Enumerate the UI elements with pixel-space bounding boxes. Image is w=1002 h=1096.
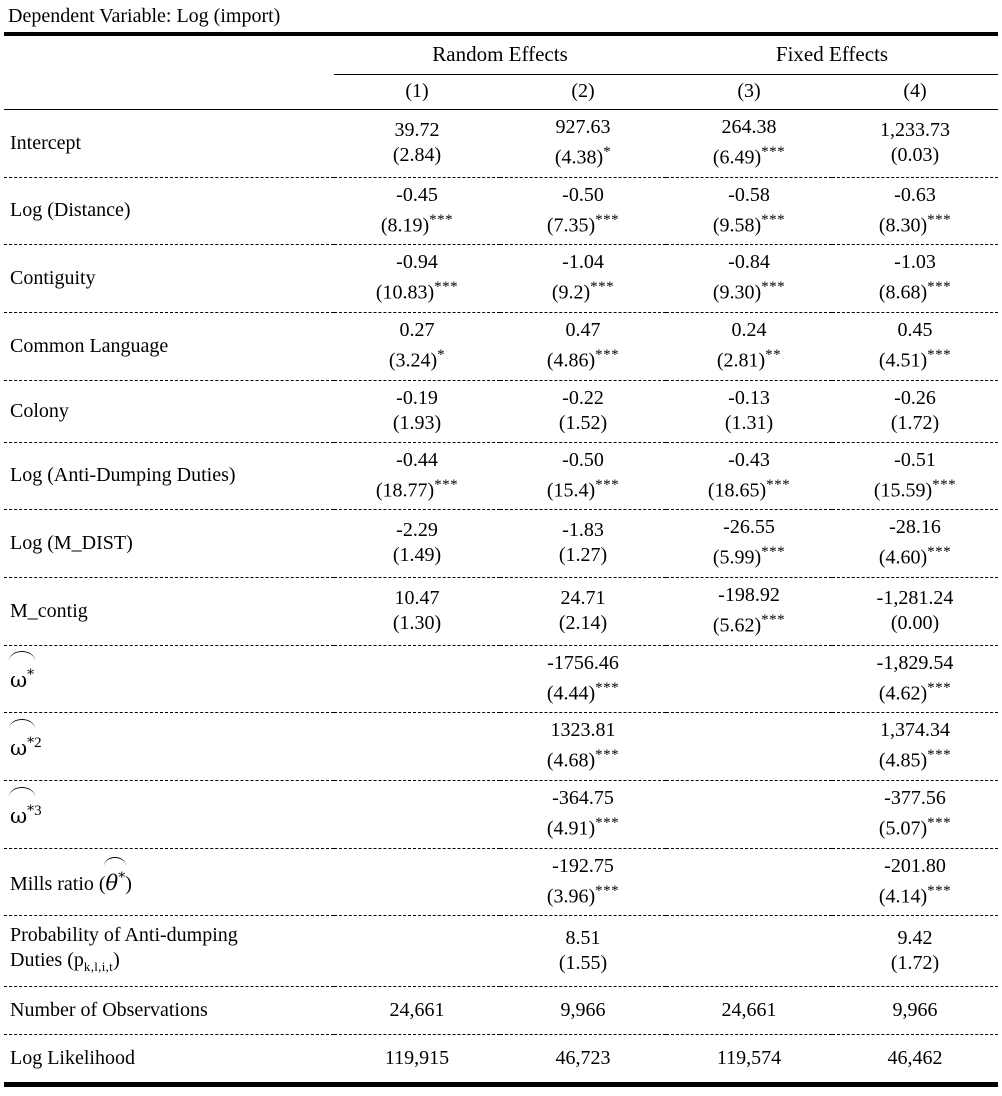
table-cell (334, 1035, 500, 1085)
table-cell (666, 313, 832, 380)
coefficient-value: 10.47 (394, 586, 440, 609)
coefficient-value: 24,661 (721, 999, 777, 1022)
coefficient-value: 0.45 (897, 318, 933, 341)
significance-stars: *** (927, 814, 952, 831)
coefficient-value: -0.58 (728, 183, 770, 206)
column-id-row (4, 75, 998, 110)
table-row (4, 178, 998, 245)
coefficient-value: 0.27 (399, 318, 435, 341)
table-cell (666, 510, 832, 577)
exponent: 3 (34, 802, 42, 819)
table-cell (334, 646, 500, 713)
table-cell (666, 443, 832, 510)
row-label: Log (Anti-Dumping Duties) (10, 464, 236, 487)
column-id-2: (2) (571, 80, 595, 102)
group-header-row (4, 36, 998, 75)
rule-bottom (4, 1085, 998, 1088)
table-cell (832, 245, 998, 312)
coefficient-value: -0.19 (396, 386, 438, 409)
t-statistic-value: (1.72) (890, 951, 940, 974)
table-row (4, 916, 998, 987)
row-label: Log (M_DIST) (10, 532, 133, 555)
significance-stars: *** (595, 211, 620, 228)
coefficient-value: -28.16 (889, 516, 941, 539)
table-cell (500, 646, 666, 713)
row-label-line-2: Duties $(p_{k,l,i,t})$ (10, 949, 120, 975)
t-statistic-value: (15.59)*** (873, 476, 957, 502)
coefficient-value: -0.43 (728, 448, 770, 471)
table-cell (666, 381, 832, 443)
coefficient-value: -1.83 (562, 519, 604, 542)
significance-stars: *** (927, 346, 952, 363)
table-cell (334, 510, 500, 577)
significance-stars: *** (595, 814, 620, 831)
table-row (4, 313, 998, 380)
coefficient-value: -1.03 (894, 251, 936, 274)
t-statistic-value: (4.86)*** (546, 346, 620, 372)
table-cell (334, 781, 500, 848)
table-cell (832, 443, 998, 510)
significance-stars: *** (927, 679, 952, 696)
theta-hat-star-symbol: θ* (106, 866, 126, 896)
coefficient-value: 119,574 (716, 1047, 782, 1070)
coefficient-value: -198.92 (718, 583, 780, 606)
t-statistic-value: (2.14) (558, 611, 608, 634)
table-cell (832, 916, 998, 987)
table-cell (666, 987, 832, 1035)
row-label: Number of Observations (10, 999, 208, 1022)
row-label (4, 646, 334, 713)
t-statistic-value: (18.77)*** (375, 476, 459, 502)
t-statistic-value: (5.62)*** (712, 611, 786, 637)
table-cell (832, 849, 998, 916)
exponent: 2 (34, 735, 42, 752)
coefficient-value: -1756.46 (547, 651, 619, 674)
significance-stars: *** (761, 544, 786, 561)
significance-stars: *** (927, 747, 952, 764)
row-label: Log (Distance) (10, 199, 131, 222)
table-cell (666, 849, 832, 916)
table-cell (334, 313, 500, 380)
regression-results-table (4, 32, 998, 1087)
coefficient-value: 0.24 (731, 318, 767, 341)
table-cell (500, 781, 666, 848)
table-cell (334, 110, 500, 177)
table-cell (500, 443, 666, 510)
table-cell (500, 381, 666, 443)
coefficient-value: -1.04 (562, 251, 604, 274)
coefficient-value: 9,966 (560, 999, 606, 1022)
table-cell (500, 713, 666, 780)
t-statistic-value: (4.44)*** (546, 679, 620, 705)
column-id-1: (1) (405, 80, 429, 102)
table-cell (666, 646, 832, 713)
significance-stars: * (437, 346, 446, 363)
table-cell (832, 178, 998, 245)
column-id-3: (3) (737, 80, 761, 102)
row-label: Mills ratio ( θ*) (4, 849, 334, 916)
t-statistic-value: (4.62)*** (878, 679, 952, 705)
table-cell (500, 1035, 666, 1085)
coefficient-value: -0.44 (396, 448, 438, 471)
significance-stars: *** (595, 882, 620, 899)
significance-stars: *** (595, 476, 620, 493)
coefficient-value: 1,374.34 (880, 719, 950, 742)
coefficient-value: 927.63 (555, 116, 611, 138)
row-label (4, 916, 334, 987)
significance-stars: *** (761, 611, 786, 628)
t-statistic-value: (10.83)*** (375, 279, 459, 304)
table-cell (666, 916, 832, 987)
t-statistic-value: (1.49) (392, 544, 442, 567)
row-label: Colony (10, 399, 69, 422)
omega-hat-star-symbol: ω* (10, 800, 34, 827)
coefficient-value: -0.51 (894, 448, 936, 471)
significance-stars: * (603, 144, 612, 160)
table-cell (832, 646, 998, 713)
row-label: M_contig (10, 599, 88, 622)
coefficient-value: -0.22 (562, 386, 604, 409)
t-statistic-value: (8.19)*** (380, 211, 454, 237)
coefficient-value: -364.75 (552, 786, 614, 809)
row-label: Common Language (10, 334, 169, 357)
table-cell (334, 245, 500, 312)
t-statistic-value: (2.81)** (716, 346, 782, 372)
coefficient-value: 24,661 (389, 999, 445, 1022)
t-statistic-value: (1.31) (724, 411, 774, 434)
coefficient-value: -377.56 (884, 786, 946, 809)
table-cell (666, 578, 832, 645)
significance-stars: *** (595, 747, 620, 764)
table-cell (832, 578, 998, 645)
coefficient-value: 1323.81 (550, 719, 616, 742)
significance-stars: *** (927, 882, 952, 899)
table-row (4, 578, 998, 645)
table-cell (832, 781, 998, 848)
table-cell (666, 245, 832, 312)
column-id-spacer (4, 75, 334, 110)
t-statistic-value: (4.68)*** (546, 747, 620, 772)
table-row (4, 110, 998, 177)
significance-stars: *** (761, 144, 786, 160)
row-label-line-1: Probability of Anti-dumping (10, 924, 238, 947)
subscript: k,l,i,t (83, 959, 114, 975)
coefficient-value: -1,829.54 (876, 651, 954, 674)
group-header-spacer (4, 36, 334, 75)
significance-stars: *** (434, 279, 459, 296)
table-cell (334, 987, 500, 1035)
significance-stars: *** (927, 544, 952, 561)
t-statistic-value: (1.72) (890, 411, 940, 434)
table-cell (832, 713, 998, 780)
row-label (4, 781, 334, 848)
table-cell (666, 713, 832, 780)
hat-accent-icon (9, 787, 35, 797)
omega-hat-star-symbol: ω* (10, 664, 34, 691)
table-cell (500, 313, 666, 380)
group-header-random-effects: Random Effects (334, 36, 666, 75)
table-row (4, 1035, 998, 1085)
row-label: Intercept (10, 131, 82, 154)
t-statistic-value: (0.03) (890, 143, 940, 166)
significance-stars: *** (761, 279, 786, 296)
coefficient-value: 24.71 (560, 586, 606, 609)
t-statistic-value: (5.07)*** (878, 814, 952, 840)
coefficient-value: 119,915 (384, 1047, 450, 1070)
table-cell (832, 987, 998, 1035)
coefficient-value: -0.45 (396, 183, 438, 206)
coefficient-value: 46,462 (887, 1047, 943, 1070)
t-statistic-value: (3.96)*** (546, 882, 620, 908)
hat-accent-icon (9, 651, 35, 661)
table-row (4, 713, 998, 780)
coefficient-value: 9.42 (897, 926, 933, 949)
table-cell (500, 510, 666, 577)
table-row (4, 646, 998, 713)
t-statistic-value: (1.27) (558, 544, 608, 567)
t-statistic-value: (0.00) (890, 611, 940, 634)
coefficient-value: 1,233.73 (880, 118, 950, 141)
significance-stars: *** (927, 279, 952, 296)
table-cell (500, 245, 666, 312)
coefficient-value: -0.50 (562, 183, 604, 206)
coefficient-value: -0.26 (894, 386, 936, 409)
column-id-4: (4) (903, 80, 927, 102)
table-body (4, 34, 998, 1087)
t-statistic-value: (4.91)*** (546, 814, 620, 840)
table-cell (500, 849, 666, 916)
t-statistic-value: (18.65)*** (707, 476, 791, 502)
coefficient-value: 46,723 (555, 1047, 611, 1070)
table-caption: Dependent Variable: Log (import) (8, 5, 281, 27)
table-row (4, 781, 998, 848)
t-statistic-value: (8.30)*** (878, 211, 952, 237)
t-statistic-value: (7.35)*** (546, 211, 620, 237)
group-header-fixed-effects: Fixed Effects (666, 36, 998, 75)
row-label: Log Likelihood (10, 1047, 135, 1070)
coefficient-value: -192.75 (552, 854, 614, 877)
table-cell (334, 849, 500, 916)
t-statistic-value: (9.58)*** (712, 211, 786, 237)
table-cell (334, 713, 500, 780)
significance-stars: *** (434, 476, 459, 493)
row-label: Contiguity (10, 267, 96, 290)
coefficient-value: -1,281.24 (876, 586, 954, 609)
table-cell (500, 110, 666, 177)
table-cell (334, 443, 500, 510)
significance-stars: *** (429, 211, 454, 228)
row-label (4, 713, 334, 780)
t-statistic-value: (3.24)* (388, 346, 446, 372)
t-statistic-value: (1.55) (558, 951, 608, 974)
t-statistic-value: (1.52) (558, 411, 608, 434)
table-cell (832, 381, 998, 443)
t-statistic-value: (15.4)*** (546, 476, 620, 502)
omega-hat-star-symbol: ω* (10, 732, 34, 759)
significance-stars: *** (590, 279, 615, 296)
significance-stars: *** (595, 346, 620, 363)
coefficient-value: -0.13 (728, 386, 770, 409)
table-row (4, 849, 998, 916)
significance-stars: *** (766, 476, 791, 493)
table-cell (832, 1035, 998, 1085)
table-cell (666, 110, 832, 177)
table-cell (500, 578, 666, 645)
coefficient-value: -0.63 (894, 183, 936, 206)
coefficient-value: -26.55 (723, 516, 775, 539)
table-cell (666, 178, 832, 245)
table-cell (334, 178, 500, 245)
t-statistic-value: (1.30) (392, 611, 442, 634)
t-statistic-value: (5.99)*** (712, 544, 786, 569)
table-cell (500, 987, 666, 1035)
coefficient-value: -0.94 (396, 251, 438, 274)
t-statistic-value: (6.49)*** (712, 144, 786, 169)
table-cell (832, 110, 998, 177)
t-statistic-value: (4.51)*** (878, 346, 952, 372)
t-statistic-value: (4.38)* (554, 144, 612, 169)
t-statistic-value: (1.93) (392, 411, 442, 434)
table-cell (334, 916, 500, 987)
coefficient-value: 39.72 (394, 118, 440, 141)
significance-stars: ** (765, 346, 782, 363)
significance-stars: *** (927, 211, 952, 228)
table-cell (334, 381, 500, 443)
significance-stars: *** (932, 476, 957, 493)
coefficient-value: -0.50 (562, 448, 604, 471)
coefficient-value: -2.29 (396, 519, 438, 542)
table-cell (666, 781, 832, 848)
significance-stars: *** (761, 211, 786, 228)
table-cell (832, 313, 998, 380)
coefficient-value: 0.47 (565, 318, 601, 341)
table-row (4, 510, 998, 577)
t-statistic-value: (4.14)*** (878, 882, 952, 908)
table-row (4, 987, 998, 1035)
t-statistic-value: (9.30)*** (712, 279, 786, 304)
significance-stars: *** (595, 679, 620, 696)
table-row (4, 381, 998, 443)
t-statistic-value: (2.84) (392, 143, 442, 166)
t-statistic-value: (9.2)*** (551, 279, 615, 304)
coefficient-value: -201.80 (884, 854, 946, 877)
coefficient-value: -0.84 (728, 251, 770, 274)
table-cell (500, 916, 666, 987)
table-cell (832, 510, 998, 577)
t-statistic-value: (4.85)*** (878, 747, 952, 772)
coefficient-value: 8.51 (565, 926, 601, 949)
t-statistic-value: (4.60)*** (878, 544, 952, 569)
t-statistic-value: (8.68)*** (878, 279, 952, 304)
hat-accent-icon (9, 719, 35, 729)
coefficient-value: 264.38 (721, 116, 777, 138)
table-row (4, 245, 998, 312)
table-cell (334, 578, 500, 645)
hat-accent-icon (104, 857, 126, 866)
table-cell (500, 178, 666, 245)
coefficient-value: 9,966 (892, 999, 938, 1022)
table-row (4, 443, 998, 510)
table-cell (666, 1035, 832, 1085)
